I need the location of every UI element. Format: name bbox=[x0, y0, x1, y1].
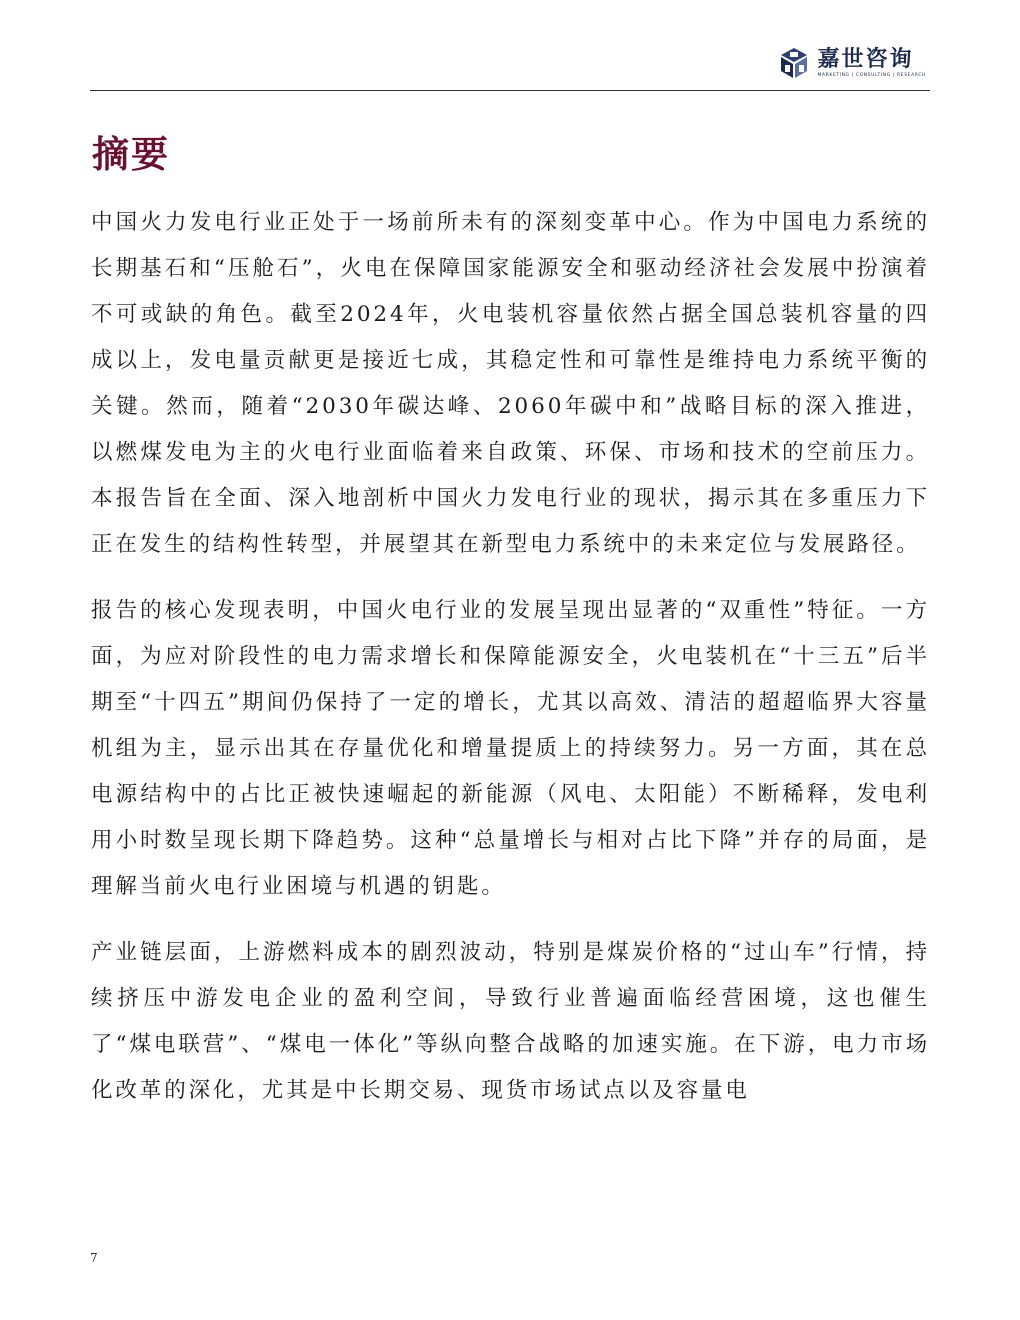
page-title: 摘要 bbox=[92, 132, 170, 176]
cube-logo-icon bbox=[777, 46, 811, 80]
paragraph: 中国火力发电行业正处于一场前所未有的深刻变革中心。作为中国电力系统的长期基石和“压舱石”，火电在保障国家能源安全和驱动经济社会发展中扮演着不可或缺的角色。截至2024年，火电装机容量依然占据全国总装机容量的四成以上，发电量贡献更是接近七成，其稳定性和可靠性是维持电力系统平衡的关键。然而，随着“2030年碳达峰、2060年碳中和”战略目标的深入推进，以燃煤发电为主的火电行业面临着来自政策、环保、市场和技术的空前压力。本报告旨在全面、深入地剖析中国火力发电行业的现状，揭示其在多重压力下正在发生的结构性转型，并展望其在新型电力系统中的未来定位与发展路径。 bbox=[91, 210, 930, 557]
abstract-body bbox=[91, 200, 930, 1134]
logo-name: 嘉世咨询 bbox=[817, 46, 914, 72]
paragraph: 报告的核心发现表明，中国火电行业的发展呈现出显著的“双重性”特征。一方面，为应对阶段性的电力需求增长和保障能源安全，火电装机在“十三五”后半期至“十四五”期间仍保持了一定的增长，尤其以高效、清洁的超超临界大容量机组为主，显示出其在存量优化和增量提质上的持续努力。另一方面，其在总电源结构中的占比正被快速崛起的新能源（风电、太阳能）不断稀释，发电利用小时数呈现长期下降趋势。这种“总量增长与相对占比下降”并存的局面，是理解当前火电行业困境与机遇的钥匙。 bbox=[91, 598, 930, 899]
page-number: 7 bbox=[90, 1251, 98, 1265]
company-logo bbox=[777, 46, 926, 80]
page-header bbox=[90, 40, 930, 91]
paragraph: 产业链层面，上游燃料成本的剧烈波动，特别是煤炭价格的“过山车”行情，持续挤压中游发电企业的盈利空间，导致行业普遍面临经营困境，这也催生了“煤电联营”、“煤电一体化”等纵向整合战略的加速实施。在下游，电力市场化改革的深化，尤其是中长期交易、现货市场试点以及容量电 bbox=[91, 940, 930, 1103]
logo-tagline: MARKETING | CONSULTING | RESEARCH bbox=[817, 72, 926, 78]
